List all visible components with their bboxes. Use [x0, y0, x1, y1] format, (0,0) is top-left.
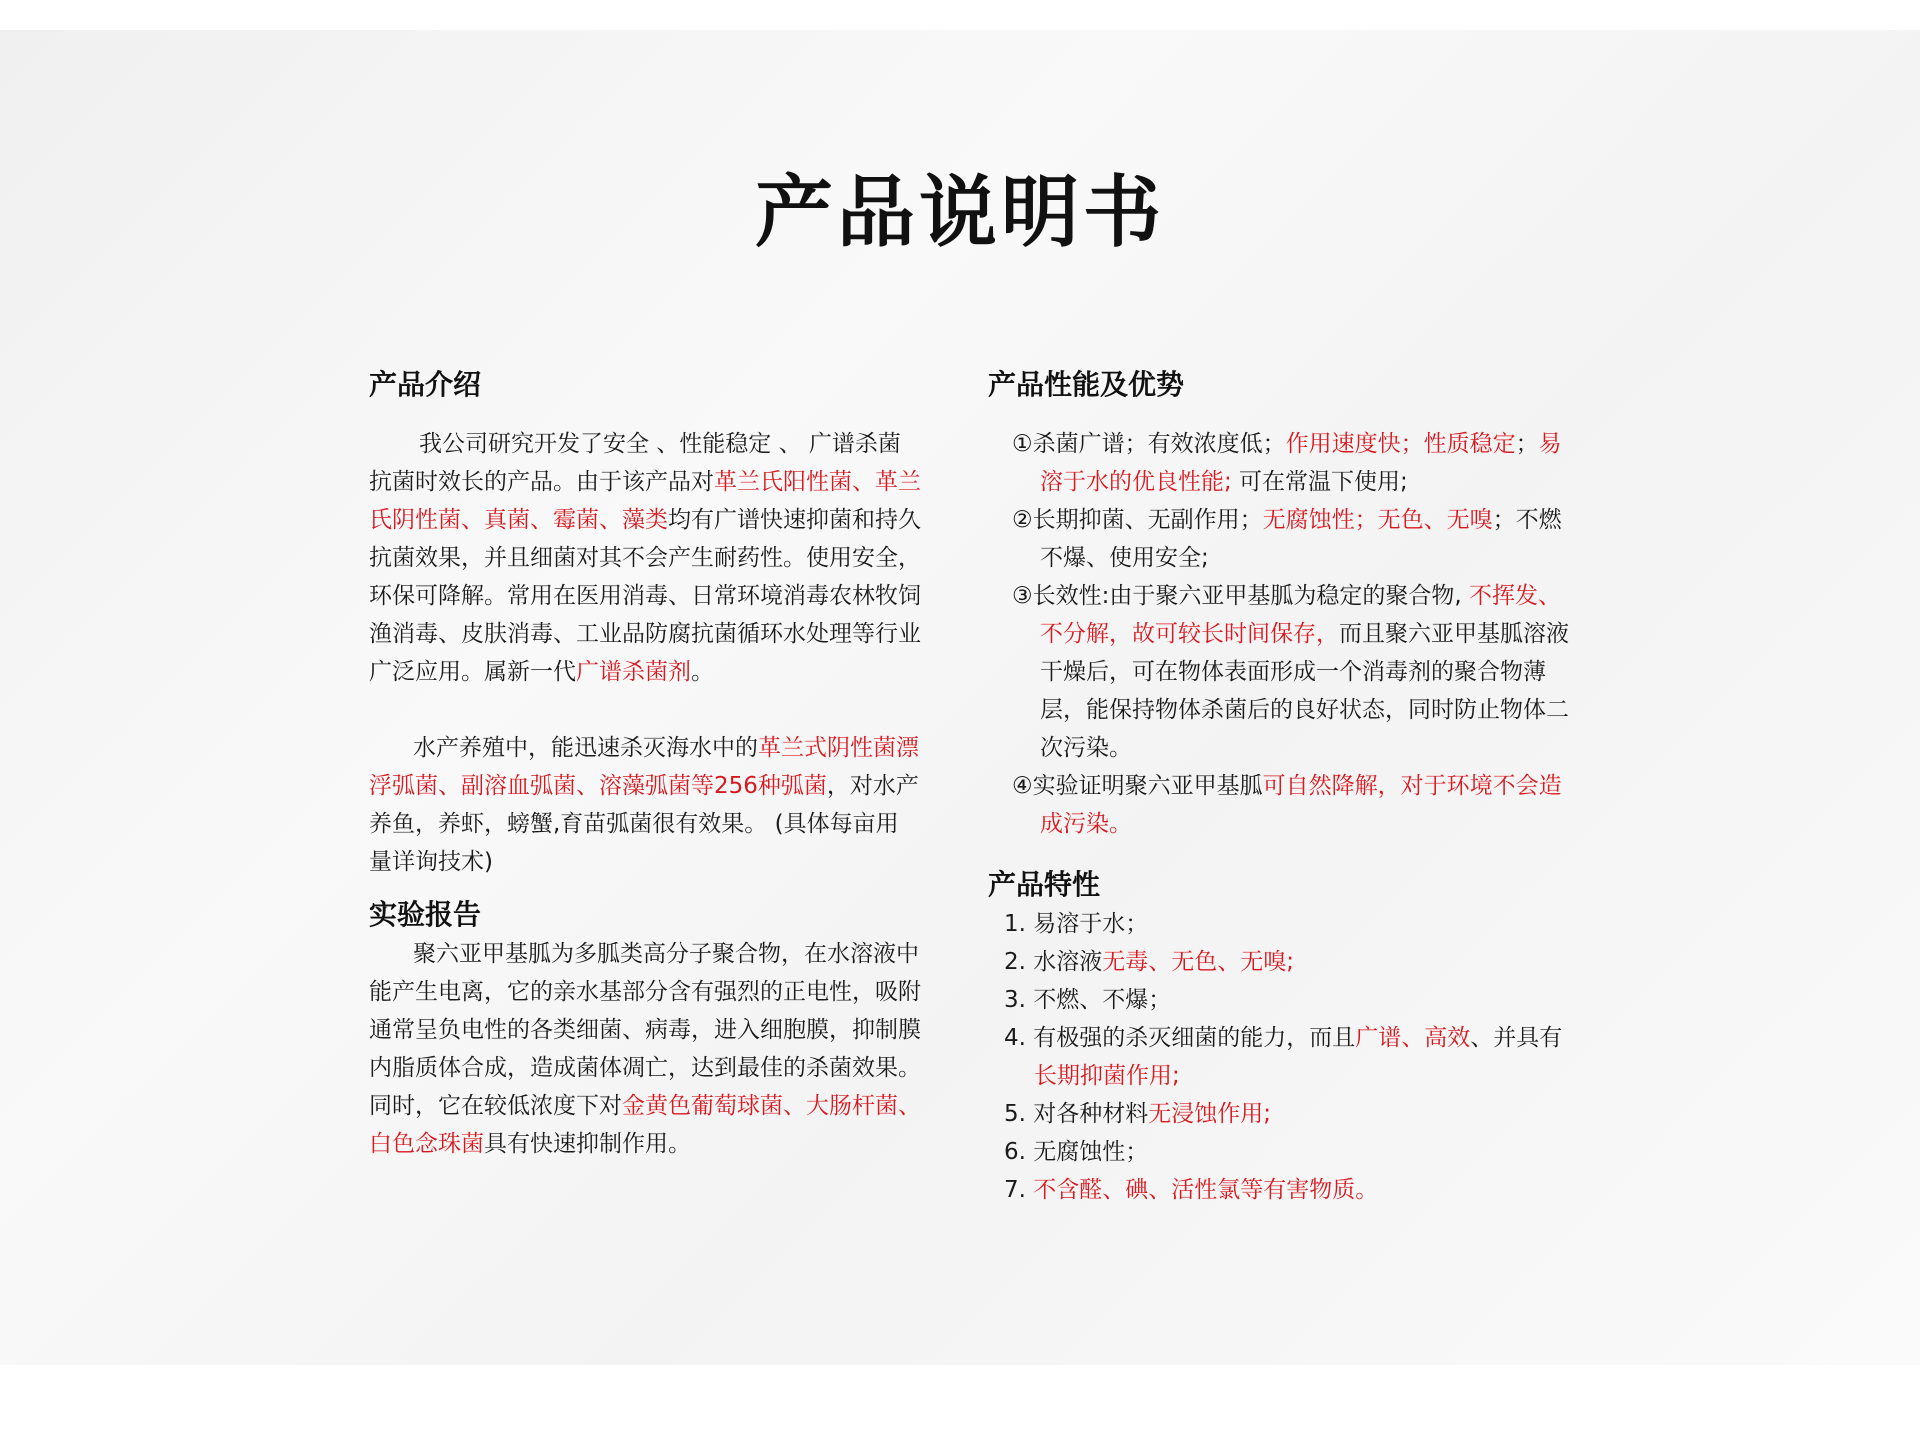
feature-item-7 — [1004, 1171, 1578, 1209]
intro-paragraph-1 — [369, 425, 921, 691]
text-run: 水产养殖中，能迅速杀灭海水中的 — [413, 735, 758, 761]
highlight-text: 无腐蚀性；无色、无嗅 — [1262, 507, 1493, 533]
performance-heading: 产品性能及优势 — [988, 368, 1185, 401]
features-list — [988, 905, 1578, 1209]
text-run: 而且聚六亚甲基胍溶液干燥后，可在物体表面形成一个消毒剂的聚合物薄层，能保持物体杀菌后的良好状态，同时防止物体二次污染。 — [1040, 621, 1569, 761]
report-paragraph — [369, 935, 921, 1163]
report-heading: 实验报告 — [369, 898, 482, 931]
highlight-text: 无毒、无色、无嗅; — [1102, 949, 1295, 975]
left-column — [369, 365, 921, 1163]
performance-item-4 — [988, 767, 1578, 843]
text-run: 、并具有 — [1470, 1025, 1563, 1051]
intro-paragraph-2 — [369, 729, 921, 881]
highlight-text: 不含醛、碘、活性氯等有害物质。 — [1033, 1177, 1379, 1203]
features-heading: 产品特性 — [988, 868, 1101, 901]
text-run: 5. 对各种材料 — [1004, 1101, 1149, 1127]
text-run: 具有快速抑制作用。 — [484, 1131, 691, 1157]
text-run: 。 — [691, 659, 714, 685]
highlight-text: 长期抑菌作用; — [1034, 1063, 1180, 1089]
highlight-text: 无浸蚀作用; — [1148, 1101, 1272, 1127]
text-run: ，对水产养鱼，养虾，螃蟹,育苗弧菌很有效果。 (具体每亩用量详询技术) — [369, 773, 919, 875]
text-run: ①杀菌广谱；有效浓度低； — [1012, 431, 1286, 457]
highlight-text: 革兰式阴性菌漂浮弧菌、副溶血弧菌、溶藻弧菌等256种弧菌 — [369, 735, 919, 799]
text-run: 可在常温下使用; — [1231, 469, 1408, 495]
highlight-text: 作用速度快；性质稳定 — [1285, 431, 1516, 457]
text-run: ； — [1515, 431, 1539, 457]
text-run: 7. — [1004, 1177, 1034, 1203]
feature-item-5 — [1004, 1095, 1578, 1133]
text-run: 4. 有极强的杀灭细菌的能力，而且 — [1004, 1025, 1356, 1051]
highlight-text: 革兰氏阳性菌、革兰氏阴性菌、真菌、霉菌、藻类 — [369, 469, 921, 533]
performance-item-3 — [988, 577, 1578, 767]
text-run: 1. 易溶于水； — [1004, 911, 1149, 937]
text-run: 6. 无腐蚀性； — [1004, 1139, 1149, 1165]
text-run: ；不燃不爆、使用安全; — [1040, 507, 1562, 571]
highlight-text: 广谱杀菌剂 — [576, 659, 691, 685]
highlight-text: 易溶于水的优良性能; — [1040, 431, 1562, 495]
highlight-text: 金黄色葡萄球菌、大肠杆菌、白色念珠菌 — [369, 1093, 921, 1157]
text-run: ②长期抑菌、无副作用； — [1012, 507, 1263, 533]
text-run: ④实验证明聚六亚甲基胍 — [1012, 773, 1263, 799]
performance-item-1 — [988, 425, 1578, 501]
highlight-text: 广谱、高效 — [1355, 1025, 1471, 1051]
feature-item-4 — [1004, 1019, 1578, 1095]
feature-item-2 — [1004, 943, 1578, 981]
text-run: 均有广谱快速抑菌和持久抗菌效果，并且细菌对其不会产生耐药性。使用安全，环保可降解。常用在医用消毒、日常环境消毒农林牧饲渔消毒、皮肤消毒、工业品防腐抗菌循环水处理等行业广泛应用。属新一代 — [369, 507, 921, 685]
feature-item-3 — [1004, 981, 1578, 1019]
highlight-text: 不挥发、不分解，故可较长时间保存， — [1040, 583, 1561, 647]
right-column — [988, 365, 1578, 1209]
text-run: ③长效性:由于聚六亚甲基胍为稳定的聚合物, — [1012, 583, 1462, 609]
feature-item-6 — [1004, 1133, 1578, 1171]
text-run: 3. 不燃、不爆； — [1004, 987, 1172, 1013]
performance-list — [988, 425, 1578, 843]
feature-item-1 — [1004, 905, 1578, 943]
text-run: 我公司研究开发了安全 、性能稳定 、 广谱杀菌抗菌时效长的产品。由于该产品对 — [369, 431, 901, 495]
performance-item-2 — [988, 501, 1578, 577]
text-run: 2. 水溶液 — [1004, 949, 1103, 975]
text-run: 聚六亚甲基胍为多胍类高分子聚合物，在水溶液中能产生电离，它的亲水基部分含有强烈的正电性，吸附通常呈负电性的各类细菌、病毒，进入细胞膜，抑制膜内脂质体合成，造成菌体凋亡，达到最佳的杀菌效果。同时，它在较低浓度下对 — [369, 941, 921, 1119]
intro-heading: 产品介绍 — [369, 368, 482, 401]
page-title: 产品说明书 — [754, 168, 1165, 258]
highlight-text: 可自然降解，对于环境不会造成污染。 — [1040, 773, 1562, 837]
